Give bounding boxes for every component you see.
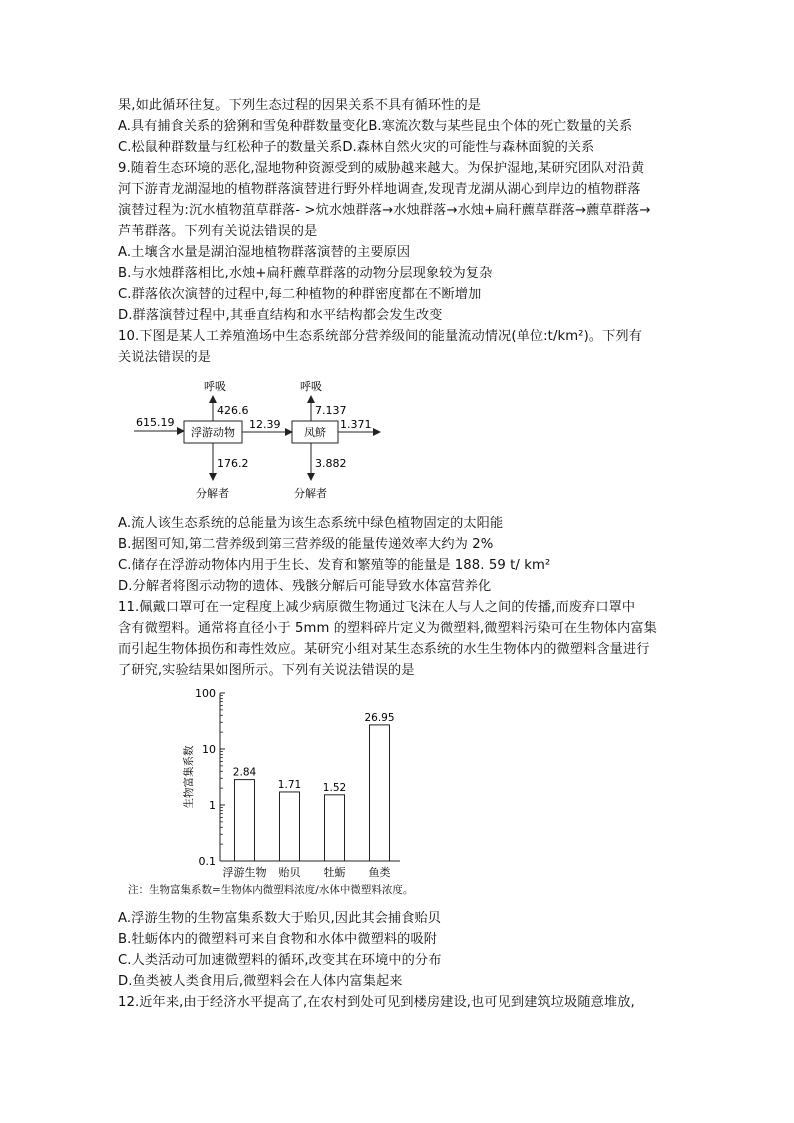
q11-stem-line2: 含有微塑料。通常将直径小于 5mm 的塑料碎片定义为微塑料,微塑料污染可在生物体内富集 (118, 621, 657, 636)
bar-value-label: 26.95 (364, 711, 395, 724)
decomposer-label-1: 分解者 (196, 487, 229, 500)
decomposer-value-2: 3.882 (315, 457, 347, 470)
bar-1 (280, 792, 300, 861)
q9-option-d: D.群落演替过程中,其垂直结构和水平结构都会发生改变 (118, 308, 443, 323)
y-tick-label: 100 (195, 687, 216, 700)
y-tick-label: 10 (202, 743, 216, 756)
q11-option-b: B.牡蛎体内的微塑料可来自食物和水体中微塑料的吸附 (118, 932, 438, 947)
q8-options-row1 (118, 117, 632, 137)
bar-0 (235, 780, 255, 861)
anchovy-label: 凤鲚 (304, 426, 326, 439)
bar-3 (370, 725, 390, 861)
q11-option-d: D.鱼类被人类食用后,微塑料会在人体内富集起来 (118, 974, 403, 989)
q11-stem-line4: 了研究,实验结果如图所示。下列有关说法错误的是 (118, 663, 415, 678)
q9-option-b: B.与水烛群落相比,水烛+扁秆藨草群落的动物分层现象较为复杂 (118, 266, 493, 281)
decomposer-value-1: 176.2 (217, 457, 249, 470)
q12-stem-line1: 12.近年来,由于经济水平提高了,在农村到处可见到楼房建设,也可见到建筑垃圾随意堆放, (118, 995, 635, 1010)
q10-option-b: B.据图可知,第二营养级到第三营养级的能量传递效率大约为 2% (118, 537, 494, 552)
input-value: 615.19 (136, 416, 175, 429)
q8-option-b: B.寒流次数与某些昆虫个体的死亡数量的关系 (368, 119, 633, 134)
q8-options-row2 (118, 138, 594, 158)
q9-stem-line1: 9.随着生态环境的恶化,湿地物种资源受到的威胁越来越大。为保护湿地,某研究团队对沿黄 (118, 161, 645, 176)
q9-option-c: C.群落依次演替的过程中,每二种植物的种群密度都在不断增加 (118, 287, 482, 302)
q9-stem-line3: 演替过程为:沉水植物菹草群落- >炕水烛群落→水烛群落→水烛+扁秆藨草群落→藨草群落→ (118, 203, 651, 218)
y-tick-label: 0.1 (198, 855, 216, 868)
q11-stem-line1: 11.佩戴口罩可在一定程度上减少病原微生物通过飞沫在人与人之间的传播,而废弃口罩中 (118, 600, 636, 615)
q11-option-a: A.浮游生物的生物富集系数大于贻贝,因此其会捕食贻贝 (118, 911, 442, 926)
q8-option-c: C.松鼠种群数量与红松种子的数量关系 (118, 140, 343, 155)
q11-stem-line3: 而引起生物体损伤和毒性效应。某研究小组对某生态系统的水生生物体内的微塑料含量进行 (118, 642, 650, 657)
q9-option-a: A.土壤含水量是湖泊湿地植物群落演替的主要原因 (118, 245, 411, 260)
respiration-value-2: 7.137 (315, 404, 347, 417)
y-axis-label: 生物富集系数 (183, 745, 195, 809)
bar-2 (325, 795, 345, 861)
q8-option-d: D.森林自然火灾的可能性与森林面貌的关系 (342, 140, 595, 155)
respiration-value-1: 426.6 (217, 404, 249, 417)
q8-stem-tail: 果,如此循环往复。下列生态过程的因果关系不具有循环性的是 (118, 98, 482, 113)
q8-option-a: A.具有捕食关系的猞猁和雪兔种群数量变化 (118, 119, 369, 134)
x-category-label: 鱼类 (368, 866, 391, 879)
q9-stem-line4: 芦苇群落。下列有关说法错误的是 (118, 224, 318, 239)
energy-flow-diagram (118, 376, 398, 506)
q10-option-d: D.分解者将图示动物的遗体、残骸分解后可能导致水体富营养化 (118, 579, 492, 594)
output-value: 1.371 (340, 418, 372, 431)
x-category-label: 浮游生物 (222, 866, 267, 879)
transfer-value: 12.39 (249, 418, 281, 431)
respiration-label-2: 呼吸 (300, 380, 322, 393)
bar-value-label: 1.52 (322, 781, 347, 794)
bioaccumulation-chart (170, 685, 410, 885)
q10-option-a: A.流人该生态系统的总能量为该生态系统中绿色植物固定的太阳能 (118, 516, 504, 531)
y-tick-label: 1 (209, 799, 216, 812)
chart-note: 注：生物富集系数=生物体内微塑料浓度/水体中微塑料浓度。 (128, 884, 414, 896)
q11-option-c: C.人类活动可加速微塑料的循环,改变其在环境中的分布 (118, 953, 442, 968)
bar-value-label: 2.84 (232, 766, 257, 779)
decomposer-label-2: 分解者 (294, 487, 327, 500)
q10-option-c: C.储存在浮游动物体内用于生长、发育和繁殖等的能量是 188. 59 t/ km² (118, 558, 551, 573)
q10-stem-line2: 关说法错误的是 (118, 350, 212, 365)
respiration-label-1: 呼吸 (204, 380, 226, 393)
zooplankton-label: 浮游动物 (191, 426, 235, 439)
bar-value-label: 1.71 (277, 778, 302, 791)
x-category-label: 贻贝 (278, 866, 301, 879)
q9-stem-line2: 河下游青龙湖湿地的植物群落演替进行野外样地调查,发现青龙湖从湖心到岸边的植物群落 (118, 182, 641, 197)
x-category-label: 牡蛎 (323, 866, 346, 879)
q10-stem-line1: 10.下图是某人工养殖渔场中生态系统部分营养级间的能量流动情况(单位:t/km²)。下列有 (118, 329, 642, 344)
